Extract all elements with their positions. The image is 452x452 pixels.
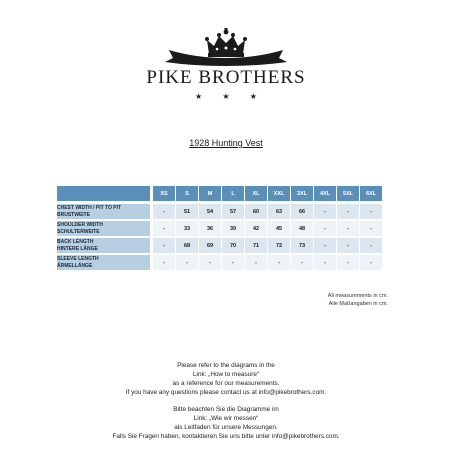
table-cell: 45: [268, 221, 291, 238]
table-cell: -: [314, 204, 337, 221]
size-header-cell: S: [176, 186, 199, 204]
table-cell: -: [337, 238, 360, 255]
table-row: [57, 204, 382, 221]
measurement-note: [328, 292, 388, 308]
brand-logo: [0, 28, 452, 101]
size-header-cell: M: [199, 186, 222, 204]
table-cell: -: [337, 255, 360, 272]
table-cell: -: [153, 204, 176, 221]
measurement-label-de: ÄRMELLÄNGE: [57, 262, 93, 269]
info-de-line: als Leitfaden für unsere Messungen.: [174, 424, 278, 431]
table-cell: -: [360, 238, 382, 255]
table-cell: -: [268, 255, 291, 272]
measurement-label: [57, 204, 153, 221]
measurement-label-en: CHEST WIDTH / PIT TO PIT: [57, 205, 122, 211]
wie-wir-messen-link[interactable]: Link: „Wie wir messen“: [193, 415, 259, 422]
size-header-cell: 6XL: [360, 186, 382, 204]
table-cell: -: [153, 238, 176, 255]
table-cell: -: [337, 221, 360, 238]
info-de-line: Bitte beachten Sie die Diagramme im: [173, 406, 279, 413]
crown-icon: [151, 28, 301, 66]
table-cell: 68: [176, 238, 199, 255]
page-title: 1928 Hunting Vest: [189, 138, 263, 148]
measurement-label: [57, 255, 153, 272]
size-header-row: [57, 186, 382, 204]
size-table-corner: [57, 186, 153, 204]
size-header-cell: XS: [153, 186, 176, 204]
table-cell: 39: [222, 221, 245, 238]
info-en: [0, 361, 452, 397]
size-header-cell: 5XL: [337, 186, 360, 204]
table-cell: 66: [291, 204, 314, 221]
info-block: [0, 361, 452, 441]
size-header-cell: XL: [245, 186, 268, 204]
table-cell: 57: [222, 204, 245, 221]
size-header-cell: 4XL: [314, 186, 337, 204]
table-row: [57, 255, 382, 272]
measurement-label-de: SCHULTERWEITE: [57, 228, 100, 235]
table-cell: 60: [245, 204, 268, 221]
table-cell: 69: [199, 238, 222, 255]
table-cell: -: [360, 221, 382, 238]
brand-name: PIKE BROTHERS: [146, 67, 306, 88]
measurement-label-en: SLEEVE LENGTH: [57, 256, 99, 262]
table-cell: -: [360, 255, 382, 272]
table-cell: -: [360, 204, 382, 221]
size-header-cell: XXL: [268, 186, 291, 204]
note-line-en: All measurements in cm.: [327, 293, 388, 299]
table-cell: -: [314, 238, 337, 255]
table-cell: 33: [176, 221, 199, 238]
measurement-label: [57, 221, 153, 238]
size-header-cell: 3XL: [291, 186, 314, 204]
table-cell: -: [314, 221, 337, 238]
brand-stars: ★ ★ ★: [195, 92, 266, 101]
measurement-label-de: HINTERE LÄNGE: [57, 245, 98, 252]
table-cell: -: [245, 255, 268, 272]
table-cell: 73: [291, 238, 314, 255]
table-cell: 72: [268, 238, 291, 255]
table-row: [57, 238, 382, 255]
how-to-measure-link[interactable]: Link: „How to measure“: [192, 371, 260, 378]
table-cell: -: [314, 255, 337, 272]
info-de-contact[interactable]: Falls Sie Fragen haben, kontaktieren Sie uns bitte unter info@pikebrothers.com.: [112, 433, 340, 440]
table-cell: 42: [245, 221, 268, 238]
info-de: [0, 405, 452, 441]
table-cell: 63: [268, 204, 291, 221]
table-cell: 36: [199, 221, 222, 238]
table-cell: -: [153, 221, 176, 238]
size-table: [57, 186, 382, 272]
note-line-de: Alle Maßangaben in cm.: [328, 301, 388, 307]
measurement-label-de: BRUSTWEITE: [57, 211, 91, 218]
table-cell: -: [176, 255, 199, 272]
table-cell: 70: [222, 238, 245, 255]
table-cell: 51: [176, 204, 199, 221]
table-cell: -: [153, 255, 176, 272]
info-en-line: Please refer to the diagrams in the: [177, 362, 275, 369]
table-cell: 71: [245, 238, 268, 255]
table-cell: -: [199, 255, 222, 272]
table-cell: 54: [199, 204, 222, 221]
table-cell: -: [337, 204, 360, 221]
measurement-label-en: SHOULDER WIDTH: [57, 222, 103, 228]
table-row: [57, 221, 382, 238]
measurement-label-en: BACK LENGTH: [57, 239, 94, 245]
table-cell: -: [291, 255, 314, 272]
measurement-label: [57, 238, 153, 255]
table-cell: -: [222, 255, 245, 272]
info-en-contact[interactable]: If you have any questions please contact us at info@pikebrothers.com.: [125, 389, 327, 396]
size-header-cell: L: [222, 186, 245, 204]
info-en-line: as a reference for our measurements.: [172, 380, 280, 387]
table-cell: 48: [291, 221, 314, 238]
